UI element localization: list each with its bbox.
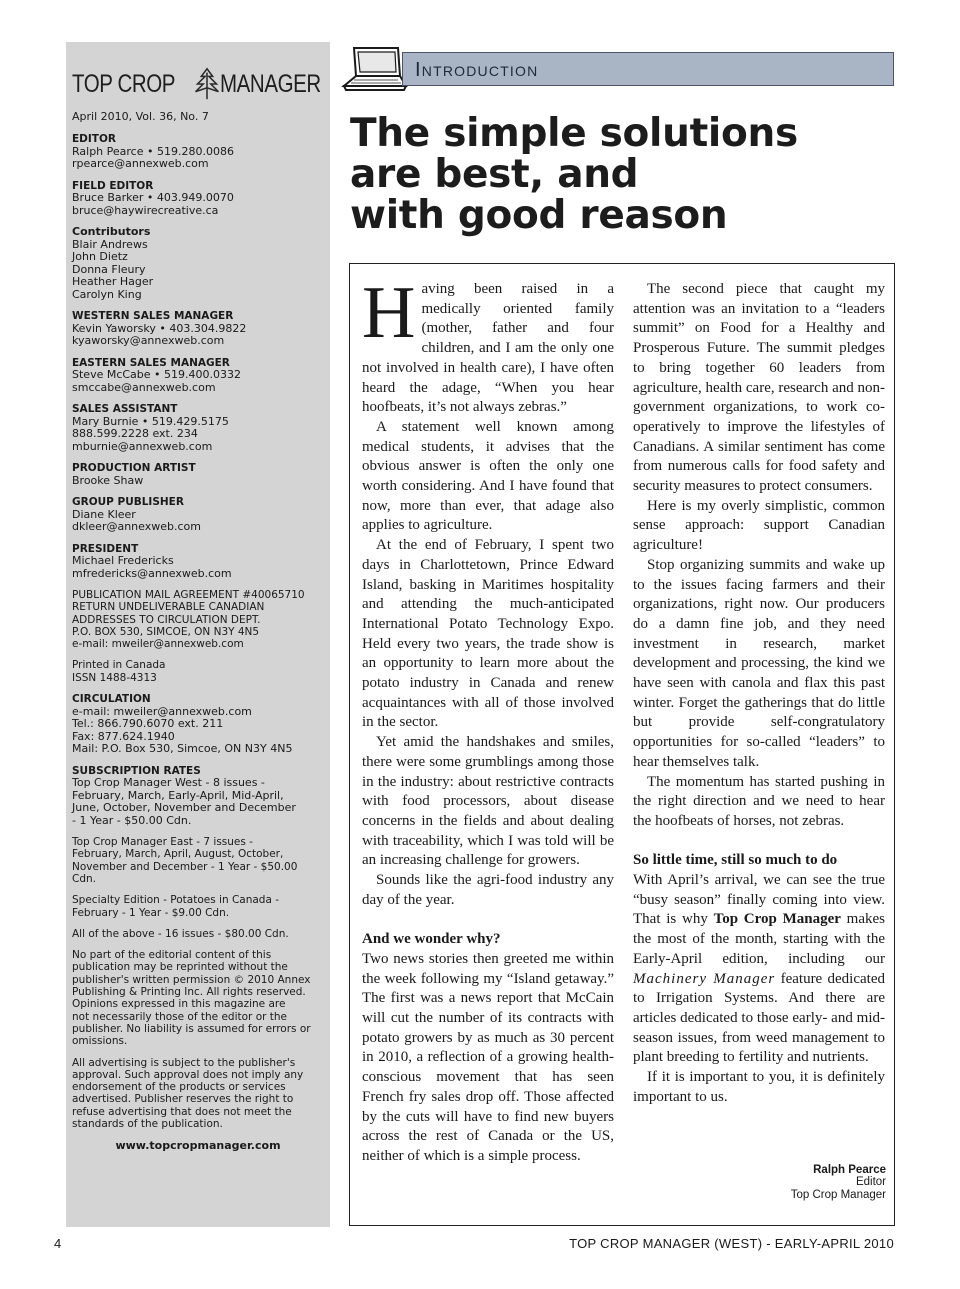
publication-logo: [72, 64, 324, 104]
circulation-line: Mail: P.O. Box 530, Simcoe, ON N3Y 4N5: [72, 742, 293, 756]
staff-detail: Mary Burnie • 519.429.5175: [72, 414, 229, 428]
headline: [350, 113, 870, 236]
notice-line: Publishing & Printing Inc. All rights reserved.: [72, 986, 306, 999]
all-rates: [72, 928, 324, 940]
article-paragraph-1: Having been raised in a medically oriented family (mother, father and four children, and I am the only one not involved in health care), I have often heard the adage, “When you hear hoofbeats, it’s not always zebras.”: [362, 272, 614, 416]
copyright-notice: [72, 949, 324, 1047]
staff-block: [72, 226, 324, 301]
staff-detail: Blair Andrews: [72, 237, 148, 251]
advertising-line: refuse advertising that does not meet the: [72, 1105, 292, 1118]
staff-detail: John Dietz: [72, 250, 128, 263]
all-rate-line: All of the above - 16 issues - $80.00 Cdn.: [72, 927, 289, 940]
author-name: Ralph Pearce: [813, 1163, 886, 1176]
article-paragraph: With April’s arrival, we can see the true “busy season” finally coming into view. That is why Top Crop Manager makes the most of the month, starting with the Early-April edition, including our Machinery Manager feature dedicated to Irrigation Systems. And there are articles dedicated to those early- and mid-season issues, from weed management to plant breeding to fertility and nutrients.: [633, 872, 885, 1066]
advertising-line: standards of the publication.: [72, 1118, 223, 1131]
staff-block: [72, 462, 324, 487]
east-rates: [72, 836, 324, 885]
specialty-rate-line: Specialty Edition - Potatoes in Canada -: [72, 894, 280, 907]
advertising-line: endorsement of the products or services: [72, 1081, 286, 1094]
issue-date: April 2010, Vol. 36, No. 7: [72, 110, 209, 123]
headline-line-2: are best, and: [350, 152, 639, 197]
article-paragraph: Stop organizing summits and wake up to the issues facing farmers and their organizations, right now. Our producers do a damn fine job, and they need investment in research, market development and processing, the kind we have seen with canola and flax this past winter. Forget the gatherings that do little but provide self-congratulatory opportunities for so-called “leaders” to hear themselves talk.: [633, 556, 885, 770]
author-title: Editor: [855, 1176, 886, 1188]
printed-line: ISSN 1488-4313: [72, 671, 157, 684]
east-rate-line: November and December - 1 Year - $50.00: [72, 860, 298, 873]
author-signoff: [791, 1164, 886, 1202]
staff-detail: Carolyn King: [72, 287, 142, 301]
article-paragraph: At the end of February, I spent two days in Charlottetown, Prince Edward Island, basking in Maritimes hospitality and attending the much-anticipated International Potato Technology Expo. Held every two years, the trade show is an opportunity to learn more about the potato industry in Canada and renew acquaintances with all of those involved in the sector.: [362, 537, 614, 731]
printed-line: Printed in Canada: [72, 659, 166, 672]
advertising-line: approval. Such approval does not imply any: [72, 1068, 304, 1081]
publication-line: PUBLICATION MAIL AGREEMENT #40065710: [72, 589, 305, 601]
subhead-so-little-time: So little time, still so much to do: [633, 852, 838, 869]
page-number: 4: [54, 1236, 62, 1251]
staff-role: EDITOR: [72, 133, 116, 145]
subhead-wonder-why: And we wonder why?: [362, 931, 501, 948]
staff-detail: Brooke Shaw: [72, 473, 144, 487]
staff-detail: Kevin Yaworsky • 403.304.9822: [72, 321, 247, 335]
subscription-head: SUBSCRIPTION RATES: [72, 764, 201, 777]
laptop-icon: [340, 42, 408, 96]
article-paragraph: The second piece that caught my attention was an invitation to a “leaders summit” on Food for a Healthy and Prosperous Future. The summit pledges to bring together 60 leaders from agriculture, health care, research and non-government organizations, to work co-operatively to improve the lifestyles of Canadians. A similar sentiment has come from numerous calls for food safety and security measures to protect consumers.: [633, 281, 885, 495]
east-rate-line: February, March, April, August, October,: [72, 848, 284, 861]
staff-detail: dkleer@annexweb.com: [72, 520, 201, 533]
staff-block: [72, 180, 324, 218]
staff-block: [72, 133, 324, 171]
staff-role: GROUP PUBLISHER: [72, 496, 184, 508]
staff-detail: Michael Fredericks: [72, 554, 174, 567]
staff-detail: Ralph Pearce • 519.280.0086: [72, 144, 234, 158]
notice-line: publisher. No liability is assumed for errors or: [72, 1022, 311, 1035]
article-paragraph: The momentum has started pushing in the right direction and we need to hear the hoofbeats of horses, not zebras.: [633, 773, 885, 829]
staff-detail: Diane Kleer: [72, 507, 136, 521]
staff-role: SALES ASSISTANT: [72, 403, 178, 415]
subscription-line: February, March, Early-April, Mid-April,: [72, 788, 284, 802]
staff-detail: smccabe@annexweb.com: [72, 380, 216, 394]
specialty-rates: [72, 894, 324, 919]
subscription-line: - 1 Year - $50.00 Cdn.: [72, 813, 192, 827]
staff-block: [72, 403, 324, 453]
staff-detail: mburnie@annexweb.com: [72, 439, 213, 453]
headline-line-3: with good reason: [350, 193, 728, 238]
staff-block: [72, 357, 324, 395]
notice-line: not necessarily those of the editor or the: [72, 1010, 287, 1023]
staff-role: FIELD EDITOR: [72, 179, 154, 192]
article-column-left: [362, 272, 614, 1167]
publication-line: RETURN UNDELIVERABLE CANADIAN: [72, 601, 265, 614]
staff-block: [72, 310, 324, 348]
masthead-sidebar: [66, 42, 330, 1227]
article-column-right: [633, 280, 885, 1108]
staff-role: PRESIDENT: [72, 542, 139, 555]
section-header-bar: [402, 52, 894, 86]
notice-line: publication may be reprinted without the: [72, 961, 288, 974]
section-label: Introduction: [415, 59, 539, 81]
circulation-line: Fax: 877.624.1940: [72, 729, 175, 743]
staff-block: [72, 496, 324, 534]
east-rate-line: Top Crop Manager East - 7 issues -: [72, 836, 253, 849]
article-box: [349, 263, 895, 1226]
staff-detail: rpearce@annexweb.com: [72, 157, 209, 170]
subscription-line: Top Crop Manager West - 8 issues -: [72, 776, 265, 790]
staff-detail: kyaworsky@annexweb.com: [72, 334, 225, 347]
advertising-line: advertised. Publisher reserves the right to: [72, 1093, 294, 1106]
notice-line: Opinions expressed in this magazine are: [72, 998, 286, 1011]
staff-detail: Steve McCabe • 519.400.0332: [72, 368, 242, 381]
notice-line: No part of the editorial content of this: [72, 949, 272, 962]
folio-line: TOP CROP MANAGER (WEST) - EARLY-APRIL 2010: [569, 1236, 894, 1251]
staff-detail: Bruce Barker • 403.949.0070: [72, 191, 234, 204]
article-paragraph: A statement well known among medical students, it advises that the obvious answer is often the only one worth considering. And I have found that now, more than ever, that adage also applies to agriculture.: [362, 418, 614, 534]
circulation-line: Tel.: 866.790.6070 ext. 211: [72, 717, 224, 731]
subscription-line: June, October, November and December: [72, 801, 296, 815]
circulation-block: [72, 693, 324, 756]
subscription-block: [72, 765, 324, 828]
staff-role: PRODUCTION ARTIST: [72, 462, 196, 474]
drop-cap: H: [362, 272, 416, 354]
notice-line: omissions.: [72, 1035, 128, 1048]
staff-detail: Heather Hager: [72, 275, 154, 288]
staff-detail: Donna Fleury: [72, 262, 146, 276]
logo-right-word: MANAGER: [219, 69, 321, 98]
advertising-line: All advertising is subject to the publisher's: [72, 1056, 296, 1069]
advertising-notice: [72, 1057, 324, 1131]
publication-line: ADDRESSES TO CIRCULATION DEPT.: [72, 613, 261, 626]
staff-role: WESTERN SALES MANAGER: [72, 310, 234, 322]
staff-role: EASTERN SALES MANAGER: [72, 356, 230, 369]
circulation-head: CIRCULATION: [72, 693, 151, 706]
staff-block: [72, 543, 324, 581]
publication-line: e-mail: mweiler@annexweb.com: [72, 638, 244, 651]
logo-left-word: TOP CROP: [72, 69, 176, 98]
circulation-line: e-mail: mweiler@annexweb.com: [72, 704, 252, 718]
article-paragraph: Here is my overly simplistic, common sense approach: support Canadian agriculture!: [633, 497, 885, 554]
article-paragraph: Yet amid the handshakes and smiles, there were some grumblings among those in the industry: about restrictive contracts with food processors, about disease concerns in the fields and about dealing with traceability, which I was told will be an increasing challenge for growers.: [362, 734, 614, 869]
notice-line: publisher's written permission © 2010 Annex: [72, 973, 311, 986]
staff-detail: mfredericks@annexweb.com: [72, 566, 232, 580]
specialty-rate-line: February - 1 Year - $9.00 Cdn.: [72, 906, 230, 919]
article-paragraph: Sounds like the agri-food industry any day of the year.: [362, 872, 614, 908]
printed-in: [72, 659, 324, 684]
east-rate-line: Cdn.: [72, 872, 96, 885]
publication-line: P.O. BOX 530, SIMCOE, ON N3Y 4N5: [72, 625, 260, 638]
article-paragraph: Two news stories then greeted me within the week following my “Island getaway.” The first was a news report that McCain will cut the number of its contracts with potato growers by as much as 30 percent in 2010, a reflection of a growing health-conscious movement that has seen French fry sales drop off. Those affected by the cuts will have to find new buyers across the rest of Canada or the US, neither of which is a simple process.: [362, 950, 614, 1164]
staff-listing: [72, 133, 324, 580]
staff-role: Contributors: [72, 225, 151, 238]
staff-detail: 888.599.2228 ext. 234: [72, 427, 198, 440]
staff-detail: bruce@haywirecreative.ca: [72, 203, 219, 217]
publication-agreement: [72, 589, 324, 650]
headline-line-1: The simple solutions: [350, 111, 798, 156]
author-publication: Top Crop Manager: [790, 1188, 886, 1201]
article-paragraph: If it is important to you, it is definitely important to us.: [633, 1069, 885, 1105]
website-link[interactable]: www.topcropmanager.com: [115, 1139, 281, 1153]
